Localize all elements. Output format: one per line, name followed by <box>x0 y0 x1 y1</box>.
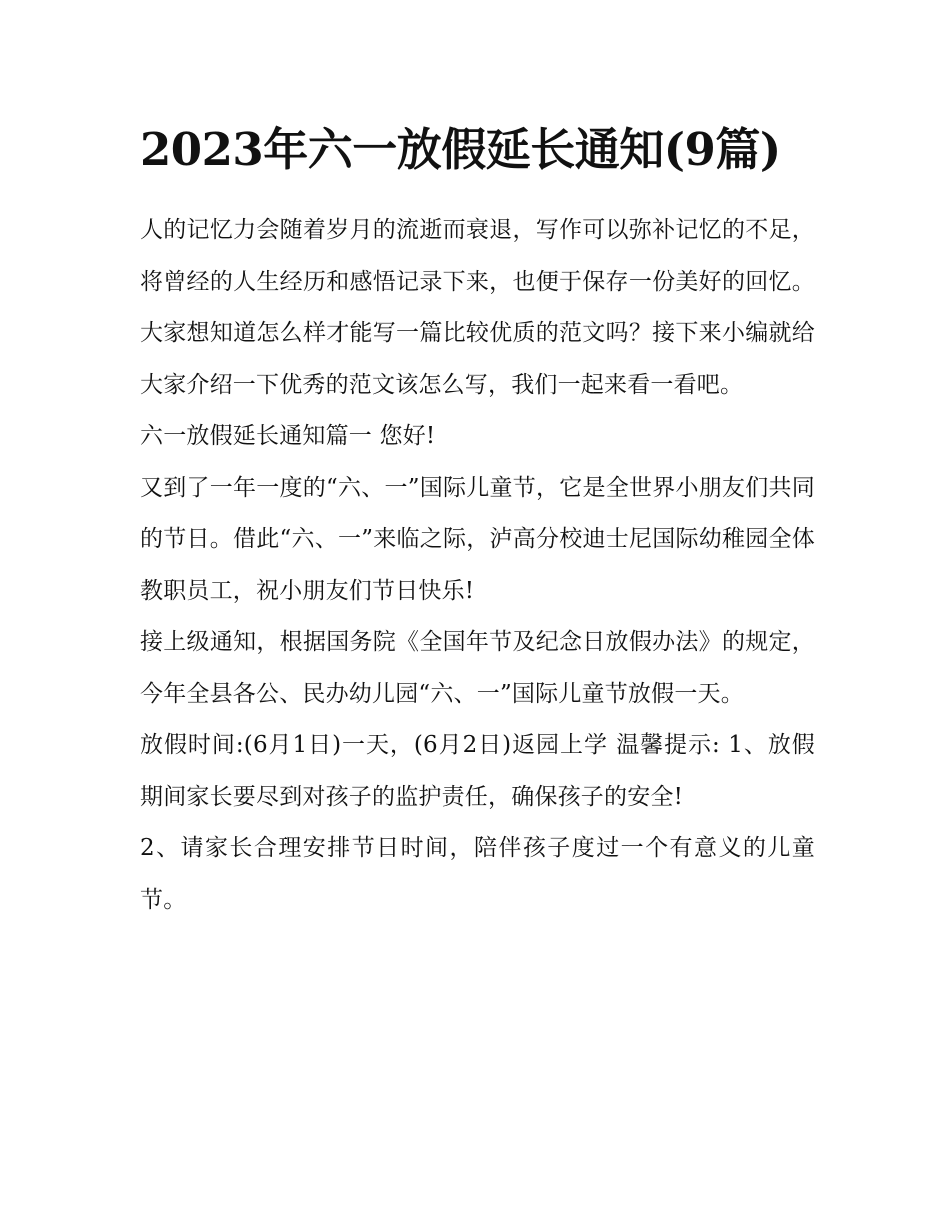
document-title: 2023年六一放假延长通知(9篇) <box>140 123 781 176</box>
section-heading-paragraph: 六一放假延长通知篇一 您好! <box>140 423 436 449</box>
reminder-paragraph: 2、请家长合理安排节日时间，陪伴孩子度过一个有意义的儿童节。 <box>140 835 815 913</box>
notice-paragraph: 接上级通知，根据国务院《全国年节及纪念日放假办法》的规定，今年全县各公、民办幼儿园“六、一”国际儿童节放假一天。 <box>140 629 815 707</box>
greeting-paragraph: 又到了一年一度的“六、一”国际儿童节，它是全世界小朋友们共同的节日。借此“六、一”来临之际，泸高分校迪士尼国际幼稚园全体教职员工，祝小朋友们节日快乐! <box>140 474 815 604</box>
document-body <box>140 112 815 926</box>
schedule-paragraph: 放假时间:(6月1日)一天，(6月2日)返园上学 温馨提示: 1、放假期间家长要尽到对孩子的监护责任，确保孩子的安全! <box>140 732 815 810</box>
intro-paragraph: 人的记忆力会随着岁月的流逝而衰退，写作可以弥补记忆的不足，将曾经的人生经历和感悟记录下来，也便于保存一份美好的回忆。大家想知道怎么样才能写一篇比较优质的范文吗？接下来小编就给大家介绍一下优秀的范文该怎么写，我们一起来看一看吧。 <box>140 217 815 398</box>
